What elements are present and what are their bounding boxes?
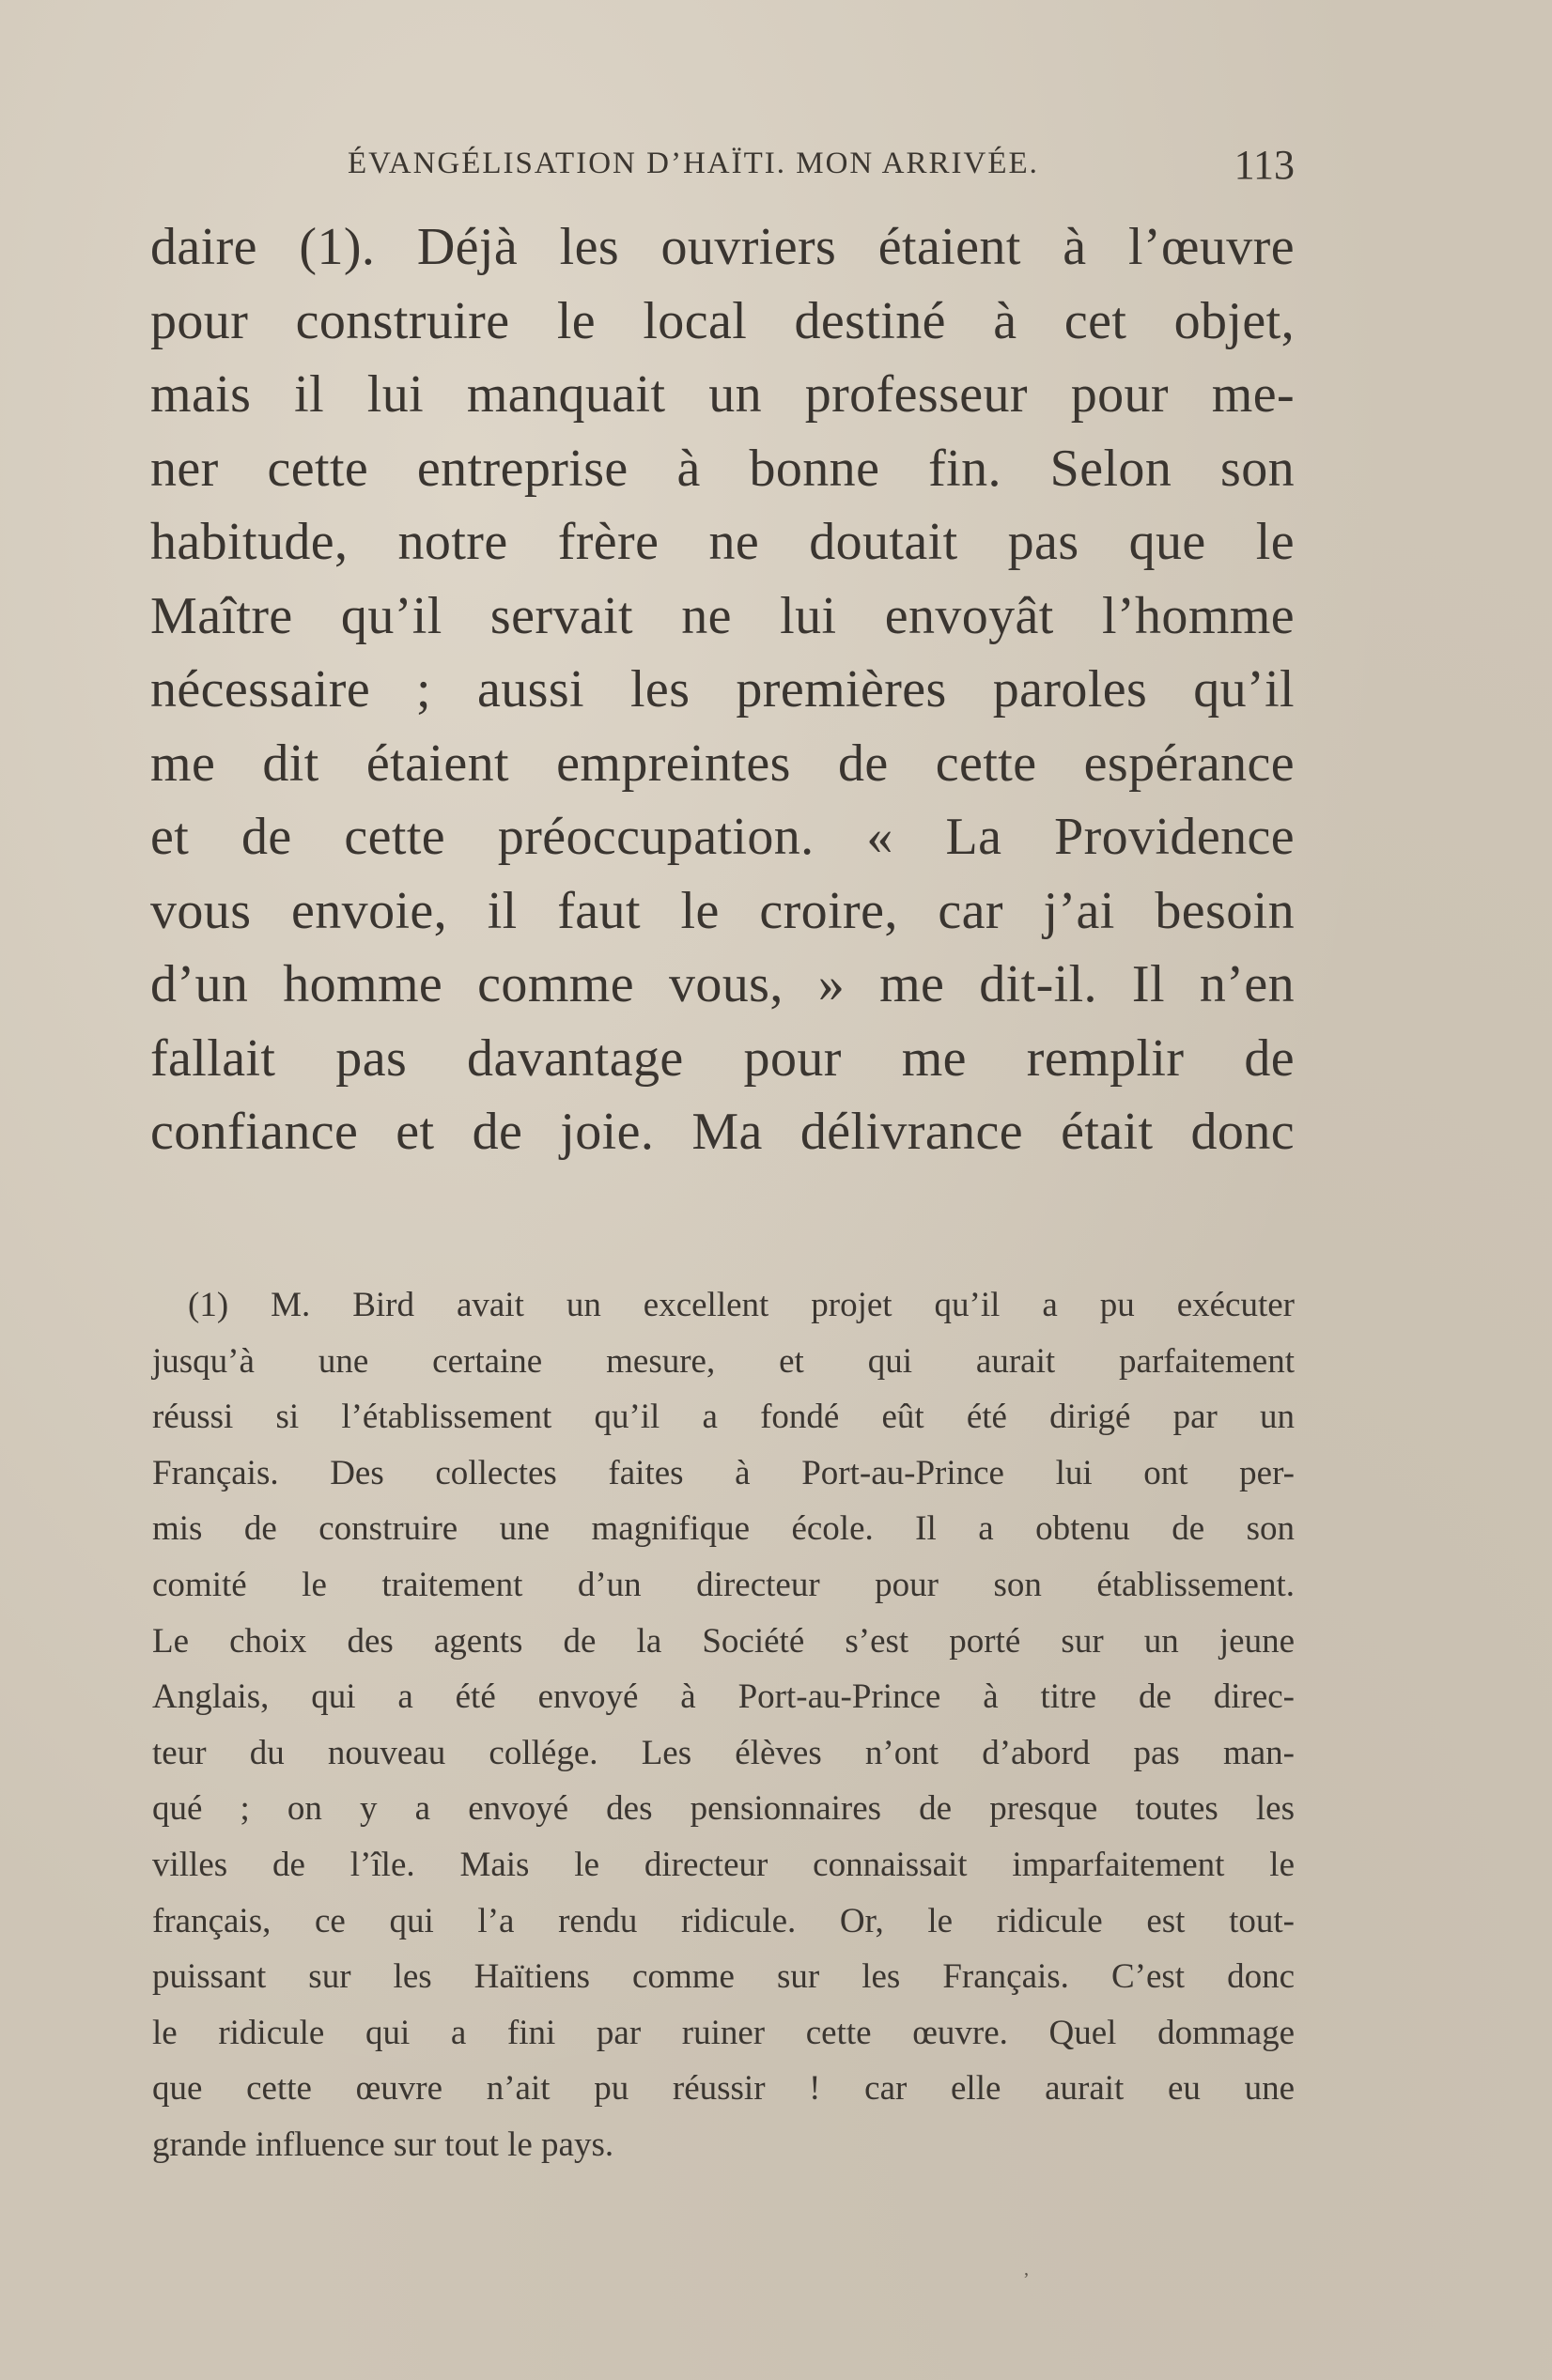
body-line: mais il lui manquait un professeur pour me- <box>150 365 1295 424</box>
body-line: confiance et de joie. Ma délivrance était donc <box>150 1103 1295 1161</box>
page-number: 113 <box>1234 142 1295 188</box>
running-title: ÉVANGÉLISATION D’HAÏTI. MON ARRIVÉE. <box>348 147 1039 180</box>
body-line: fallait pas davantage pour me remplir de <box>150 1028 1295 1088</box>
body-line: me dit étaient empreintes de cette espérance <box>150 734 1295 793</box>
footnote-line: mis de construire une magnifique école. Il a obtenu de son <box>152 1509 1295 1549</box>
footnote-line: Anglais, qui a été envoyé à Port-au-Prince à titre de direc- <box>152 1677 1295 1717</box>
body-line: et de cette préoccupation. « La Providence <box>150 808 1295 866</box>
footnote-line: puissant sur les Haïtiens comme sur les Français. C’est donc <box>152 1957 1295 1997</box>
footnote-line: qué ; on y a envoyé des pensionnaires de presque toutes les <box>152 1789 1295 1829</box>
footnote-line: français, ce qui l’a rendu ridicule. Or, le ridicule est tout- <box>152 1901 1295 1940</box>
footnote-line: teur du nouveau collége. Les élèves n’ont d’abord pas man- <box>152 1733 1295 1772</box>
printer-mark: , <box>1024 2259 1029 2280</box>
body-line: ner cette entreprise à bonne fin. Selon son <box>150 439 1295 498</box>
body-line: daire (1). Déjà les ouvriers étaient à l’œuvre <box>150 218 1295 276</box>
footnote-line: grande influence sur tout le pays. <box>152 2125 614 2164</box>
footnote-line: jusqu’à une certaine mesure, et qui aurait parfaitement <box>152 1341 1295 1381</box>
footnote-line: villes de l’île. Mais le directeur connaissait imparfaitement le <box>152 1845 1295 1884</box>
footnote <box>152 1277 1295 2173</box>
footnote-line: Le choix des agents de la Société s’est porté sur un jeune <box>152 1621 1295 1661</box>
body-line: vous envoie, il faut le croire, car j’ai besoin <box>150 881 1295 940</box>
footnote-line: (1) M. Bird avait un excellent projet qu’il a pu exécuter <box>188 1286 1295 1324</box>
footnote-line: comité le traitement d’un directeur pour son établissement. <box>152 1565 1295 1604</box>
running-head <box>150 141 1295 190</box>
body-text <box>150 210 1295 1169</box>
body-line: pour construire le local destiné à cet objet, <box>150 291 1295 350</box>
footnote-line: que cette œuvre n’ait pu réussir ! car elle aurait eu une <box>152 2069 1295 2109</box>
body-line: nécessaire ; aussi les premières paroles qu’il <box>150 660 1295 719</box>
footnote-line: le ridicule qui a fini par ruiner cette œuvre. Quel dommage <box>152 2013 1295 2052</box>
footnote-line: Français. Des collectes faites à Port-au-Prince lui ont per- <box>152 1453 1295 1492</box>
body-line: habitude, notre frère ne doutait pas que le <box>150 513 1295 571</box>
body-line: d’un homme comme vous, » me dit-il. Il n’en <box>150 955 1295 1013</box>
footnote-line: réussi si l’établissement qu’il a fondé eût été dirigé par un <box>152 1398 1295 1437</box>
body-line: Maître qu’il servait ne lui envoyât l’homme <box>150 586 1295 645</box>
